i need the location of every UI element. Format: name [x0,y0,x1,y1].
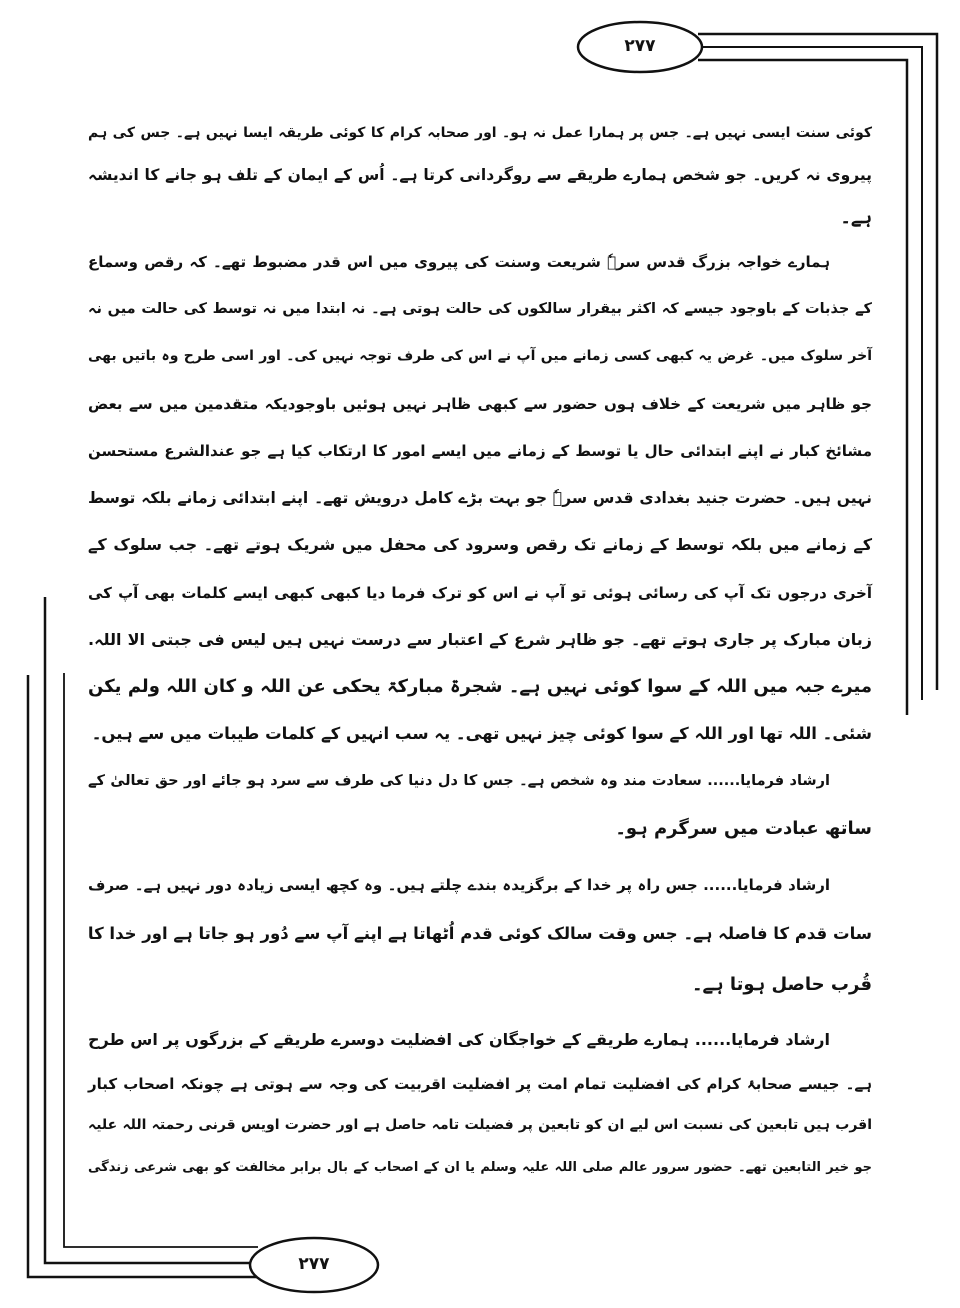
page-number-top: ۲۷۷ [624,36,656,56]
text-line: کے جذبات کے باوجود جیسے کہ اکثر بیقرار سالکوں کی حالت ہوتی ہے۔ نہ ابتدا میں نہ توسط کی حالت میں نہ [88,301,872,317]
text-line: ساتھ عبادت میں سرگرم ہو۔ [615,818,872,839]
text-line: زبان مبارک پر جاری ہوتے تھے۔ جو ظاہر شرع کے اعتبار سے درست نہیں ہیں لیس فی جبتی الا اللہ. [88,630,872,649]
text-line: سات قدم کا فاصلہ ہے۔ جس وقت سالک کوئی قدم اُٹھاتا ہے اپنے آپ سے دُور ہو جاتا ہے اور خدا کا [87,924,872,943]
text-line: مشائخ کبار نے اپنے ابتدائی حال یا توسط کے زمانے میں ایسے امور کا ارتکاب کیا ہے جو عندالشرع مستحسن [88,442,872,460]
paragraph-start-line: ارشاد فرمایا...... سعادت مند وہ شخص ہے۔ جس کا دل دنیا کی طرف سے سرد ہو جائے اور حق تعالیٰ کے [88,773,830,789]
text-line: نہیں ہیں۔ حضرت جنید بغدادی قدس سرہٗ جو بہت بڑے کامل درویش تھے۔ اپنے ابتدائی زمانے بلکہ توسط [88,489,872,507]
text-line: آخر سلوک میں۔ غرض یہ کبھی کسی زمانے میں آپ نے اس کی طرف توجہ نہیں کی۔ اور اسی طرح وہ باتیں بھی [88,348,872,364]
paragraph-start-line: ارشاد فرمایا...... ہمارے طریقے کے خواجگان کی افضلیت دوسرے طریقے کے بزرگوں پر اس طرح [88,1030,830,1049]
text-line: ہے۔ [840,207,872,228]
paragraph-start-line: ہمارے خواجہ بزرگ قدس سرہٗ شریعت وسنت کی پیروی میں اس قدر مضبوط تھے۔ کہ رقص وسماع [88,253,830,271]
page-number-bottom: ۲۷۷ [298,1254,330,1274]
text-line: پیروی نہ کریں۔ جو شخص ہمارے طریقے سے روگردانی کرتا ہے۔ اُس کے ایمان کے تلف ہو جانے کا اندیشہ [88,166,872,184]
text-line: اقرب ہیں تابعین کی نسبت اس لیے ان کو تابعین پر فضیلت تامہ حاصل ہے اور حضرت اویس قرنی رحمتہ اللہ علیہ [88,1117,872,1133]
text-line: شئی۔ اللہ تھا اور اللہ کے سوا کوئی چیز نہیں تھی۔ یہ سب انہیں کے کلمات طیبات میں سے ہیں۔ [91,724,872,743]
text-line: ہے۔ جیسے صحابۂ کرام کی افضلیت تمام امت پر افضلیت اقربیت کی وجہ سے ہوتی ہے چونکہ اصحاب کبار [88,1075,872,1093]
text-line: میرے جبہ میں اللہ کے سوا کوئی نہیں ہے۔ شجرۃ مبارکۃ یحکی عن اللہ و کان اللہ ولم یکن [88,676,872,697]
text-line: کوئی سنت ایسی نہیں ہے۔ جس پر ہمارا عمل نہ ہو۔ اور صحابہ کرام کا کوئی طریقہ ایسا نہیں ہے۔ جس کی ہم [88,125,872,141]
text-line: جو ظاہر میں شریعت کے خلاف ہوں حضور سے کبھی ظاہر نہیں ہوئیں باوجودیکہ متقدمین میں سے بعض [88,395,872,413]
text-line: جو خیر التابعین تھے۔ حضور سرور عالم صلی اللہ علیہ وسلم یا ان کے اصحاب کے بال برابر مخالفت کو بھی شرعی زندگی [88,1160,872,1175]
paragraph-start-line: ارشاد فرمایا...... جس راہ پر خدا کے برگزیدہ بندے چلتے ہیں۔ وہ کچھ ایسی زیادہ دور نہیں ہے۔ صرف [88,876,830,894]
text-line: آخری درجوں تک آپ کی رسائی ہوئی تو آپ نے اس کو ترک فرما دیا کبھی کبھی ایسے کلمات بھی آپ کی [88,584,872,602]
text-line: قُرب حاصل ہوتا ہے۔ [691,974,872,995]
text-line: کے زمانے میں بلکہ توسط کے زمانے تک رقص وسرود کی محفل میں شریک ہوتے تھے۔ جب سلوک کے [88,535,872,554]
